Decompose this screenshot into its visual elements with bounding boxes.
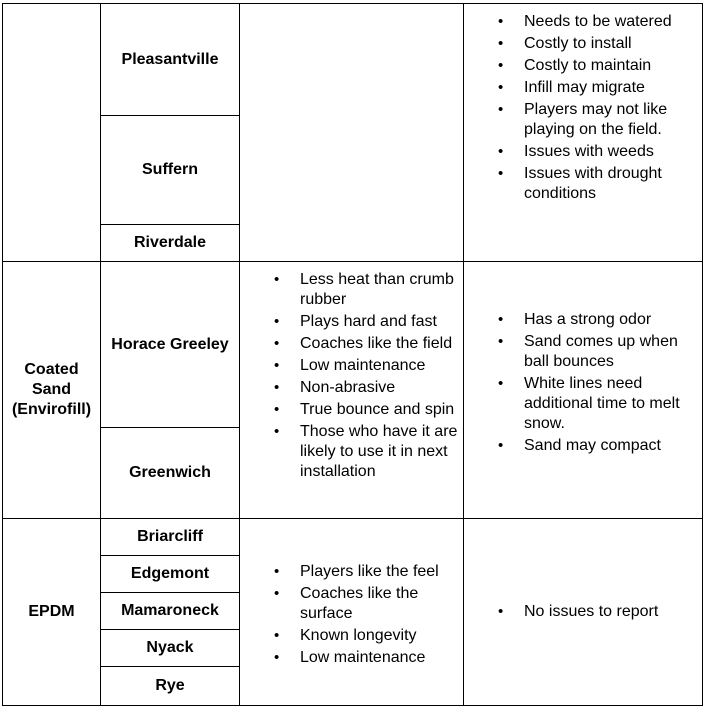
school-cell xyxy=(101,519,239,555)
school-cell xyxy=(101,556,239,592)
list-item: • Those who have it are likely to use it in next installation xyxy=(264,422,460,482)
school-name: Pleasantville xyxy=(121,50,219,68)
list-item: • Infill may migrate xyxy=(488,78,698,98)
school-cell xyxy=(101,428,239,518)
list-item: • Low maintenance xyxy=(264,648,460,668)
pros-list xyxy=(264,270,460,484)
list-item: • Costly to install xyxy=(488,34,698,54)
list-item: • Sand comes up when ball bounces xyxy=(488,332,700,372)
cons-list xyxy=(488,12,698,206)
list-item: • No issues to report xyxy=(488,602,700,622)
list-item: • Has a strong odor xyxy=(488,310,700,330)
category-label: Sand xyxy=(31,381,72,398)
school-name: Horace Greeley xyxy=(111,335,229,353)
list-item: • Players like the feel xyxy=(264,562,460,582)
list-item: • White lines need additional time to melt snow. xyxy=(488,374,700,434)
school-name: Rye xyxy=(155,677,185,694)
list-item: • Low maintenance xyxy=(264,356,460,376)
school-name: Mamaroneck xyxy=(121,602,219,619)
school-cell xyxy=(101,593,239,629)
cons-list xyxy=(488,602,700,624)
list-item: • Non-abrasive xyxy=(264,378,460,398)
list-item: • Less heat than crumb rubber xyxy=(264,270,460,310)
school-name: Edgemont xyxy=(130,565,210,582)
category-label: (Envirofill) xyxy=(11,401,92,418)
school-cell xyxy=(101,630,239,666)
table-border-right xyxy=(702,3,703,706)
list-item: • True bounce and spin xyxy=(264,400,460,420)
column-divider xyxy=(239,3,240,706)
list-item: • Players may not like playing on the field. xyxy=(488,100,698,140)
list-item: • Needs to be watered xyxy=(488,12,698,32)
table-border-bottom xyxy=(2,705,703,706)
school-cell xyxy=(101,225,239,261)
school-cell xyxy=(101,262,239,427)
list-item: • Issues with drought conditions xyxy=(488,164,698,204)
school-cell xyxy=(101,667,239,705)
category-cell xyxy=(3,519,100,705)
cons-list xyxy=(488,310,700,458)
category-label: Coated xyxy=(24,361,79,378)
list-item: • Issues with weeds xyxy=(488,142,698,162)
school-name: Riverdale xyxy=(133,234,207,251)
school-name: Greenwich xyxy=(129,464,211,481)
category-label: EPDM xyxy=(28,603,75,620)
school-name: Nyack xyxy=(146,639,194,656)
school-cell xyxy=(101,116,239,224)
list-item: • Sand may compact xyxy=(488,436,700,456)
list-item: • Plays hard and fast xyxy=(264,312,460,332)
list-item: • Known longevity xyxy=(264,626,460,646)
list-item: • Coaches like the surface xyxy=(264,584,460,624)
school-name: Suffern xyxy=(142,161,198,178)
school-name: Briarcliff xyxy=(137,528,203,545)
pros-list xyxy=(264,562,460,670)
column-divider xyxy=(463,3,464,706)
list-item: • Coaches like the field xyxy=(264,334,460,354)
list-item: • Costly to maintain xyxy=(488,56,698,76)
school-cell xyxy=(101,4,239,115)
category-cell xyxy=(3,262,100,518)
